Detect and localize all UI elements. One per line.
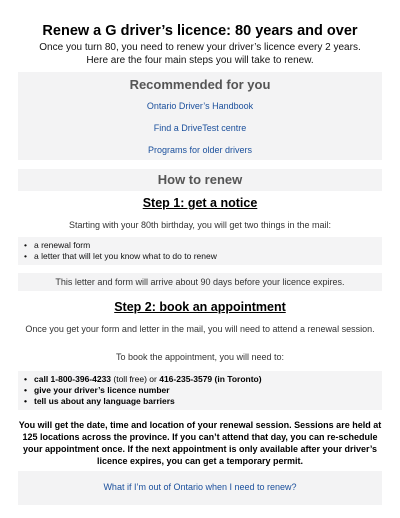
how-to-renew-heading: How to renew (157, 172, 243, 187)
list-item-call (22, 374, 382, 385)
list-item (22, 396, 382, 407)
bullet-icon: • (24, 374, 27, 384)
intro-line-2: Here are the four main steps you will take to renew. (86, 55, 314, 66)
session-details: You will get the date, time and location of your renewal session. Sessions are held at 125 locations across the province. If you can’t attend that day, you can re-schedule your appointment once. If the next appointment is only available after your driver’s licence expires, you can get a temporary permit. (18, 420, 382, 466)
toll-free-label: (toll free) (111, 374, 150, 384)
step2-need-text: To book the appointment, you will need to: (115, 352, 285, 362)
intro-line-1: Once you turn 80, you need to renew your driver’s licence every 2 years. (39, 42, 361, 53)
link-ontario-drivers-handbook[interactable]: Ontario Driver’s Handbook (146, 101, 254, 111)
step1-note-band (18, 273, 382, 291)
step1-heading: Step 1: get a notice (142, 196, 258, 210)
bottom-section (18, 471, 382, 505)
list-item-text: a renewal form (34, 240, 91, 250)
link-programs-older-drivers[interactable]: Programs for older drivers (147, 145, 253, 155)
list-item (22, 240, 382, 251)
call-number[interactable]: call 1-800-396-4233 (34, 374, 112, 384)
list-item-text: a letter that will let you know what to do to renew (34, 251, 217, 261)
step1-text: Starting with your 80th birthday, you will get two things in the mail: (69, 220, 331, 230)
list-item (22, 385, 382, 396)
page-title: Renew a G driver’s licence: 80 years and over (42, 23, 358, 39)
step2-list (18, 371, 382, 410)
toronto-number[interactable]: 416-235-3579 (in Toronto) (156, 374, 262, 384)
step2-text: Once you get your form and letter in the mail, you will need to attend a renewal session. (25, 324, 375, 334)
recommended-section (18, 72, 382, 160)
bullet-icon: • (24, 240, 27, 250)
step1-note: This letter and form will arrive about 90 days before your licence expires. (55, 277, 345, 287)
link-out-of-ontario[interactable]: What if I’m out of Ontario when I need to renew? (103, 482, 297, 492)
how-to-renew-section (18, 169, 382, 191)
intro-text (18, 41, 382, 67)
bullet-icon: • (24, 396, 27, 406)
link-find-drivetest-centre[interactable]: Find a DriveTest centre (153, 123, 247, 133)
or-label: or (149, 374, 157, 384)
recommended-heading: Recommended for you (129, 77, 271, 92)
list-item (22, 251, 382, 262)
step1-list (18, 237, 382, 265)
list-item-text: tell us about any language barriers (34, 396, 175, 406)
bullet-icon: • (24, 385, 27, 395)
step2-heading: Step 2: book an appointment (114, 300, 286, 314)
bullet-icon: • (24, 251, 27, 261)
list-item-text: give your driver’s licence number (34, 385, 170, 395)
